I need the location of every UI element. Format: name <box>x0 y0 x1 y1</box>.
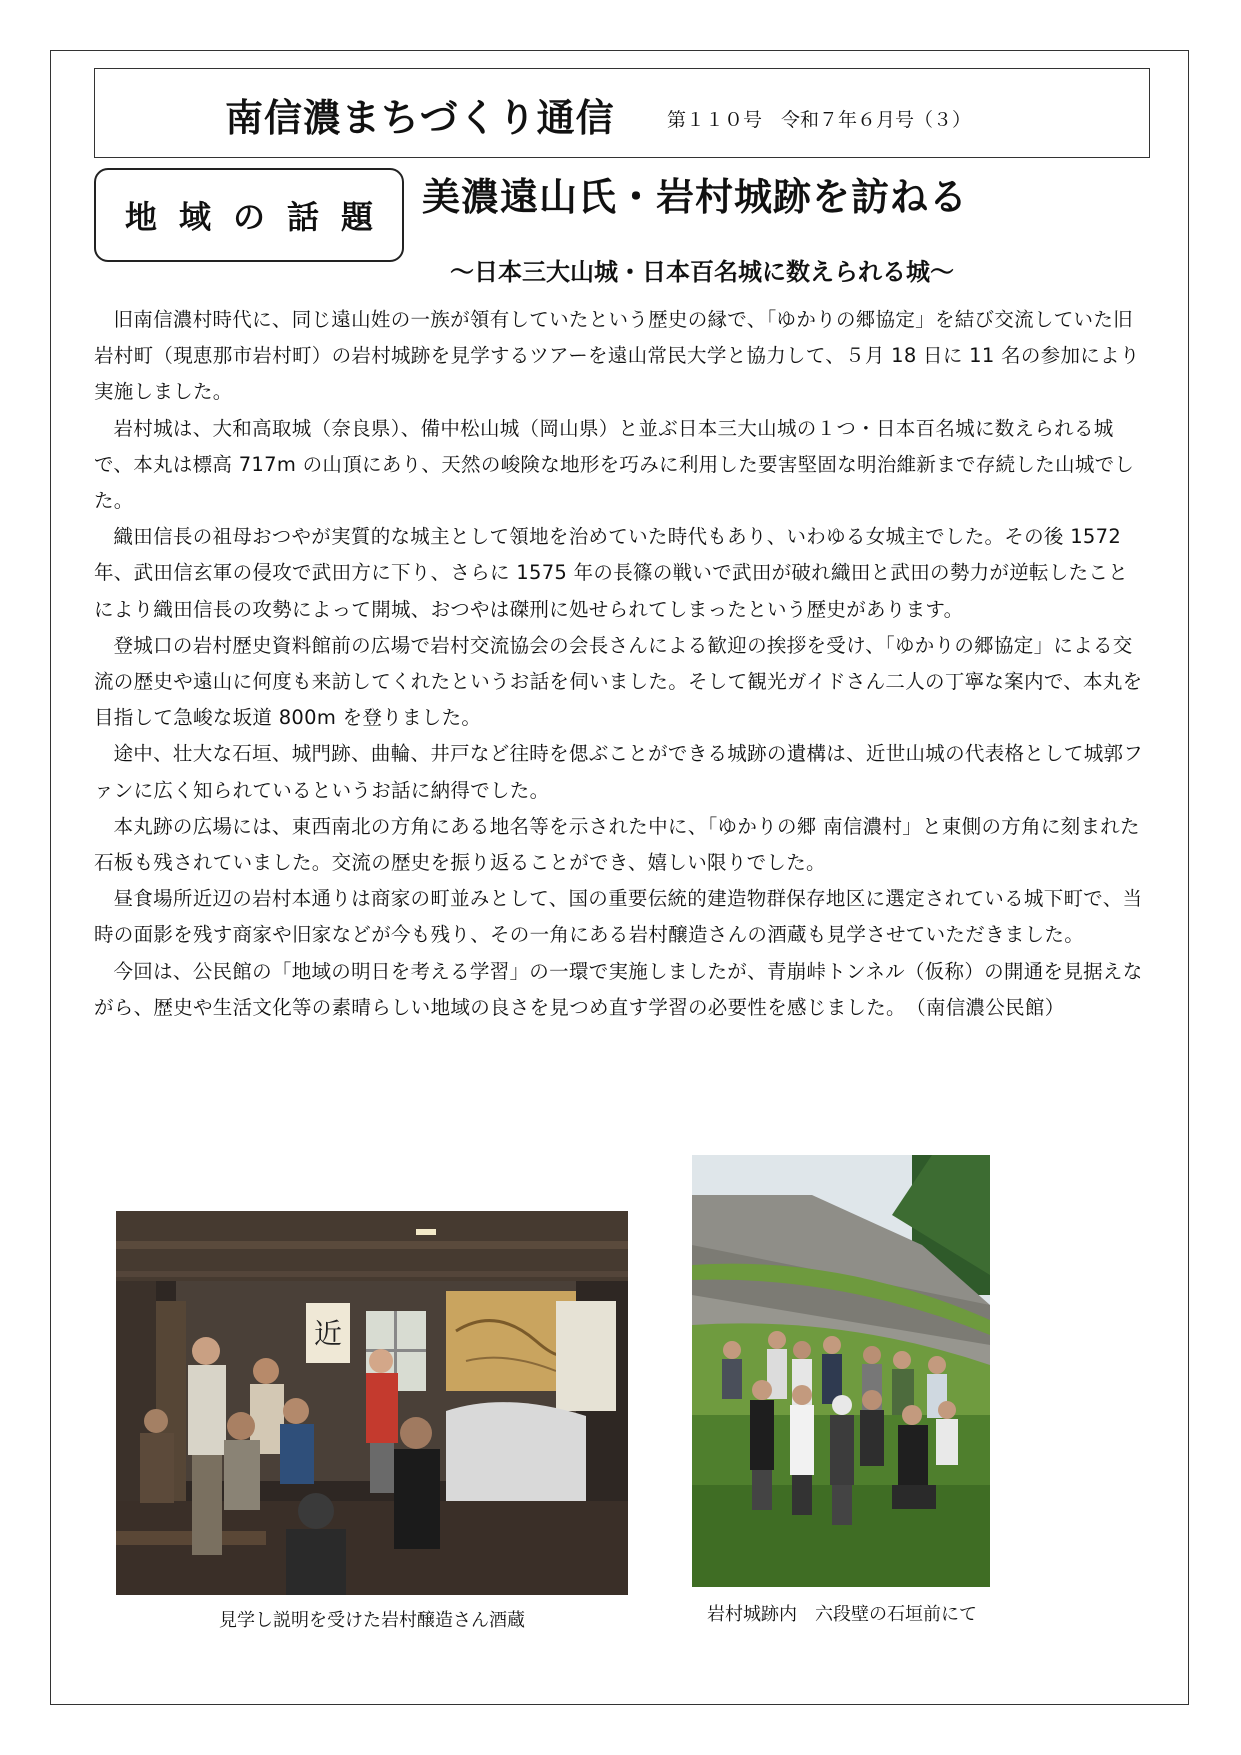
paragraph: 本丸跡の広場には、東西南北の方角にある地名等を示された中に、「ゆかりの郷 南信濃村」と東側の方角に刻まれた石板も残されていました。交流の歴史を振り返ることができ、嬉しい限りでした。 <box>94 814 1140 875</box>
paragraph: 今回は、公民館の「地域の明日を考える学習」の一環で実施しましたが、青崩峠トンネル（仮称）の開通を見据えながら、歴史や生活文化等の素晴らしい地域の良さを見つめ直す学習の必要性を感じました。 （南信濃公民館） <box>94 959 1143 1019</box>
paragraph: 昼食場所近辺の岩村本通りは商家の町並みとして、国の重要伝統的建造物群保存地区に選定されている城下町で、当時の面影を残す商家や旧家などが今も残り、その一角にある岩村醸造さんの酒蔵も見学させていただきました。 <box>94 887 1143 947</box>
issue-number: 第１１０号 令和７年６月号（３） <box>667 109 972 131</box>
article-subheadline: ～日本三大山城・日本百名城に数えられる城～ <box>450 258 954 286</box>
newsletter-title: 南信濃まちづくり通信 <box>225 96 615 140</box>
paragraph: 途中、壮大な石垣、城門跡、曲輪、井戸など往時を偲ぶことができる城跡の遺構は、近世山城の代表格として城郭ファンに広く知られているというお話に納得でした。 <box>94 742 1144 802</box>
masthead <box>94 68 1150 158</box>
paragraph: 織田信長の祖母おつやが実質的な城主として領地を治めていた時代もあり、いわゆる女城主でした。その後 1572 年、武田信玄軍の侵攻で武田方に下り、さらに 1575 年の長篠の戦いで武田が破れ織田と武田の勢力が逆転したことにより織田信長の攻勢によって開城、おつやは磔刑に処せられてしまったという歴史があります。 <box>94 525 1129 621</box>
section-badge-label: 地域の話題 <box>124 198 395 236</box>
brewery-photo-caption: 見学し説明を受けた岩村醸造さん酒蔵 <box>219 1610 525 1631</box>
group-photo <box>692 1155 990 1587</box>
group-photo-caption: 岩村城跡内 六段壁の石垣前にて <box>707 1604 977 1625</box>
paragraph: 登城口の岩村歴史資料館前の広場で岩村交流協会の会長さんによる歓迎の挨拶を受け、「ゆかりの郷協定」による交流の歴史や遠山に何度も来訪してくれたというお話を伺いました。そして観光ガイドさん二人の丁寧な案内で、本丸を目指して急峻な坂道 800m を登りました。 <box>94 633 1143 730</box>
paragraph: 旧南信濃村時代に、同じ遠山姓の一族が領有していたという歴史の縁で、「ゆかりの郷協定」を結び交流していた旧岩村町（現恵那市岩村町）の岩村城跡を見学するツアーを遠山常民大学と協力して、５月 18 日に 11 名の参加により実施しました。 <box>94 308 1140 404</box>
article-headline: 美濃遠山氏・岩村城跡を訪ねる <box>422 175 969 219</box>
article-body <box>94 302 1144 1026</box>
section-badge <box>94 168 404 262</box>
svg-text:近: 近 <box>313 1317 343 1350</box>
paragraph: 岩村城は、大和高取城（奈良県）、備中松山城（岡山県）と並ぶ日本三大山城の１つ・日本百名城に数えられる城で、本丸は標高 717m の山頂にあり、天然の峻険な地形を巧みに利用した要害堅固な明治維新まで存続した山城でした。 <box>94 416 1135 513</box>
brewery-photo <box>116 1211 628 1595</box>
